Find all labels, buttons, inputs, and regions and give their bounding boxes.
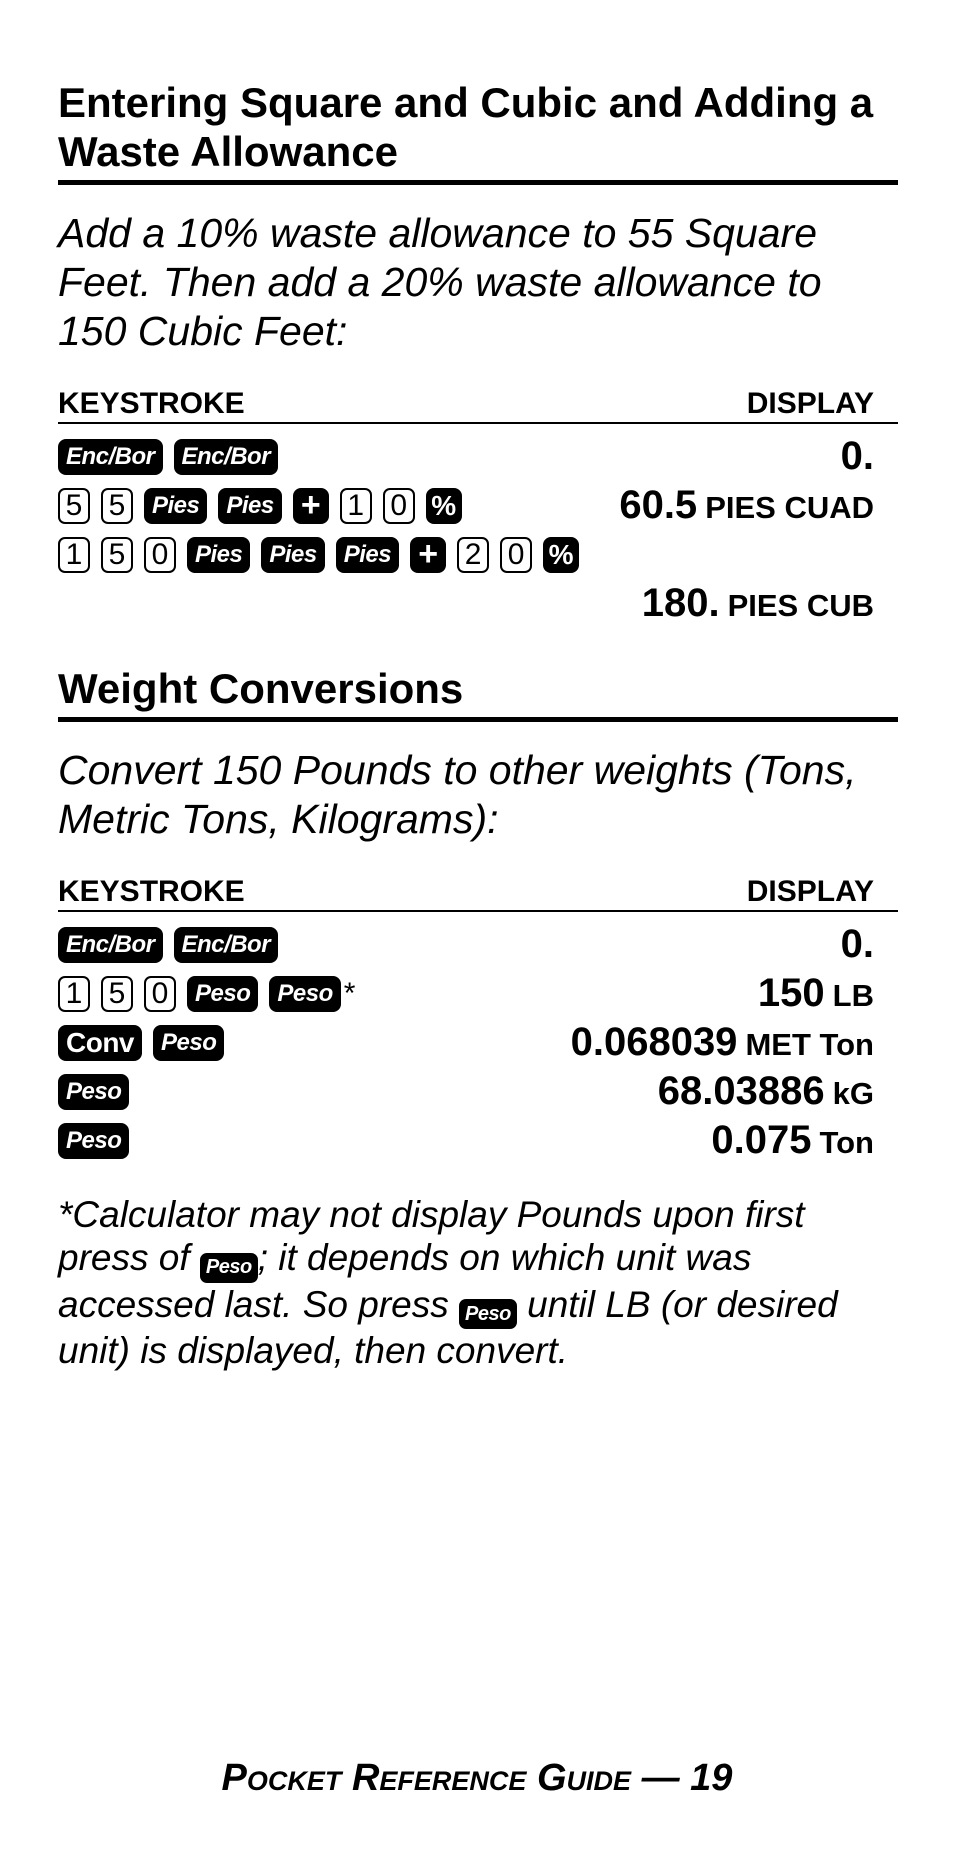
table-row bbox=[58, 530, 874, 579]
keystroke-sequence bbox=[58, 439, 278, 475]
percent-key: % bbox=[426, 488, 462, 524]
keystroke-sequence bbox=[58, 1025, 224, 1061]
enc-bor-key: Enc/Bor bbox=[174, 439, 279, 475]
footer-title: Pocket Reference Guide bbox=[221, 1757, 632, 1799]
peso-key-inline: Peso bbox=[200, 1253, 258, 1283]
table-row bbox=[58, 432, 874, 481]
enc-bor-key: Enc/Bor bbox=[58, 927, 163, 963]
pies-key: Pies bbox=[261, 537, 324, 573]
digit-key: 0 bbox=[383, 488, 415, 524]
pies-key: Pies bbox=[187, 537, 250, 573]
table-row bbox=[58, 1116, 874, 1165]
display-value: 0.075 Ton bbox=[711, 1118, 874, 1162]
display-unit: kG bbox=[832, 1076, 874, 1111]
plus-key: + bbox=[410, 537, 446, 573]
digit-key: 2 bbox=[457, 537, 489, 573]
page-footer bbox=[0, 1757, 954, 1800]
keystroke-sequence bbox=[58, 927, 278, 963]
display-value: 150 LB bbox=[757, 971, 874, 1015]
digit-key: 5 bbox=[101, 537, 133, 573]
peso-key: Peso bbox=[269, 976, 340, 1012]
display-unit: LB bbox=[832, 978, 874, 1013]
peso-key-inline: Peso bbox=[459, 1299, 517, 1329]
digit-key: 1 bbox=[58, 976, 90, 1012]
plus-key: + bbox=[293, 488, 329, 524]
page bbox=[58, 0, 898, 1409]
keystroke-table bbox=[58, 920, 898, 1165]
keystroke-sequence bbox=[58, 1074, 129, 1110]
digit-key: 0 bbox=[144, 976, 176, 1012]
table-row bbox=[58, 1018, 874, 1067]
page-number: 19 bbox=[690, 1757, 733, 1799]
keystroke-sequence bbox=[58, 976, 355, 1012]
enc-bor-key: Enc/Bor bbox=[174, 927, 279, 963]
peso-key: Peso bbox=[153, 1025, 224, 1061]
digit-key: 5 bbox=[58, 488, 90, 524]
keystroke-sequence bbox=[58, 537, 579, 573]
digit-key: 0 bbox=[500, 537, 532, 573]
keystroke-sequence bbox=[58, 1123, 129, 1159]
display-value: 0. bbox=[840, 922, 874, 966]
keystroke-header: KEYSTROKE bbox=[58, 387, 245, 420]
section-title-weight-conversions: Weight Conversions bbox=[58, 664, 898, 722]
display-unit: PIES CUB bbox=[727, 588, 874, 623]
peso-key: Peso bbox=[58, 1074, 129, 1110]
table-row bbox=[58, 1067, 874, 1116]
display-header: DISPLAY bbox=[746, 875, 874, 908]
display-header: DISPLAY bbox=[746, 387, 874, 420]
conv-key: Conv bbox=[58, 1025, 142, 1061]
table-row bbox=[58, 481, 874, 530]
peso-key: Peso bbox=[58, 1123, 129, 1159]
percent-key: % bbox=[543, 537, 579, 573]
footer-separator: — bbox=[631, 1757, 691, 1799]
digit-key: 0 bbox=[144, 537, 176, 573]
keystroke-table bbox=[58, 432, 898, 628]
pies-key: Pies bbox=[144, 488, 207, 524]
footnote-asterisk: * bbox=[343, 976, 356, 1010]
digit-key: 5 bbox=[101, 976, 133, 1012]
column-headers bbox=[58, 874, 898, 912]
section-intro: Convert 150 Pounds to other weights (Tons, Metric Tons, Kilograms): bbox=[58, 747, 857, 842]
display-value: 60.5 PIES CUAD bbox=[619, 483, 874, 527]
display-unit: MET Ton bbox=[745, 1027, 874, 1062]
display-unit: PIES CUAD bbox=[705, 490, 874, 525]
keystroke-header: KEYSTROKE bbox=[58, 875, 245, 908]
peso-key: Peso bbox=[187, 976, 258, 1012]
display-value: 0. bbox=[840, 434, 874, 478]
display-value: 0.068039 MET Ton bbox=[570, 1020, 874, 1064]
display-unit: Ton bbox=[819, 1125, 874, 1160]
section-title-square-cubic: Entering Square and Cubic and Adding a Waste Allowance bbox=[58, 78, 898, 185]
table-row bbox=[58, 920, 874, 969]
display-value: 180. PIES CUB bbox=[641, 581, 874, 625]
digit-key: 1 bbox=[340, 488, 372, 524]
table-row bbox=[58, 579, 874, 628]
pies-key: Pies bbox=[218, 488, 281, 524]
footnote: *Calculator may not display Pounds upon first press of Peso ; it depends on which unit was accessed last. So press Peso until LB (or desired unit) is displayed, then convert. bbox=[58, 1194, 838, 1371]
display-value: 68.03886 kG bbox=[657, 1069, 874, 1113]
digit-key: 5 bbox=[101, 488, 133, 524]
pies-key: Pies bbox=[336, 537, 399, 573]
keystroke-sequence bbox=[58, 488, 462, 524]
section-intro: Add a 10% waste allowance to 55 Square Feet. Then add a 20% waste allowance to 150 Cubic Feet: bbox=[58, 210, 822, 354]
digit-key: 1 bbox=[58, 537, 90, 573]
column-headers bbox=[58, 386, 898, 424]
enc-bor-key: Enc/Bor bbox=[58, 439, 163, 475]
table-row bbox=[58, 969, 874, 1018]
